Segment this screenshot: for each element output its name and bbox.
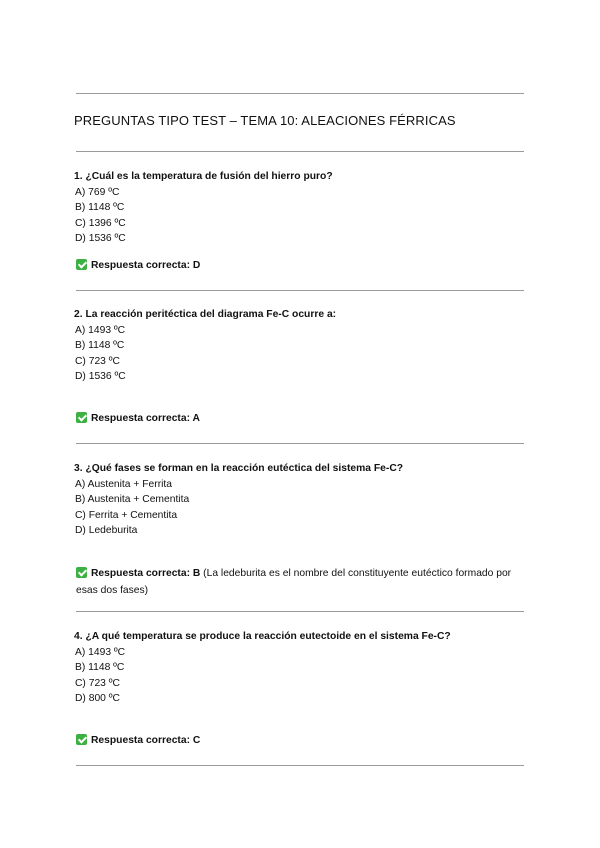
option-d: D) 1536 ºC [75, 371, 126, 382]
check-mark-icon [76, 734, 87, 745]
question-2 [74, 307, 526, 426]
option-b: B) Austenita + Cementita [75, 494, 190, 505]
check-mark-icon [76, 412, 87, 423]
question-1 [74, 169, 526, 273]
question-text: 3. ¿Qué fases se forman en la reacción eutéctica del sistema Fe-C? [74, 463, 404, 474]
option-b: B) 1148 ºC [75, 202, 125, 213]
answer-label: Respuesta correcta: D [91, 259, 201, 271]
option-a: A) 1493 ºC [75, 646, 126, 658]
option-c: C) 723 ºC [75, 677, 120, 689]
option-a: A) Austenita + Ferrita [75, 478, 173, 490]
question-3 [74, 461, 526, 599]
page-title: PREGUNTAS TIPO TEST – TEMA 10: ALEACIONES FÉRRICAS [74, 113, 456, 128]
divider [76, 151, 524, 152]
divider [76, 611, 524, 612]
option-c: C) Ferrita + Cementita [75, 509, 178, 521]
answer-label: Respuesta correcta: A [91, 412, 200, 424]
option-d: D) Ledeburita [75, 525, 138, 536]
question-text: 2. La reacción peritéctica del diagrama Fe-C ocurre a: [74, 309, 337, 320]
divider [76, 443, 524, 444]
correct-answer [74, 565, 526, 599]
question-4 [74, 629, 526, 748]
option-b: B) 1148 ºC [75, 340, 125, 351]
answer-label: Respuesta correcta: B [91, 567, 201, 579]
option-d: D) 1536 ºC [75, 233, 126, 244]
answer-label: Respuesta correcta: C [91, 734, 201, 746]
divider [76, 290, 524, 291]
correct-answer [74, 258, 526, 274]
correct-answer [74, 733, 526, 749]
option-d: D) 800 ºC [75, 693, 120, 704]
option-b: B) 1148 ºC [75, 662, 125, 673]
question-text: 1. ¿Cuál es la temperatura de fusión del hierro puro? [74, 171, 333, 182]
divider [76, 765, 524, 766]
answer-note: (La ledeburita es el nombre del constituyente eutéctico formado por esas dos fases) [76, 567, 512, 596]
divider [76, 93, 524, 94]
correct-answer [74, 411, 526, 427]
option-c: C) 723 ºC [75, 355, 120, 367]
option-c: C) 1396 ºC [75, 217, 126, 229]
option-a: A) 1493 ºC [75, 324, 126, 336]
question-text: 4. ¿A qué temperatura se produce la reacción eutectoide en el sistema Fe-C? [74, 631, 451, 642]
check-mark-icon [76, 567, 87, 578]
option-a: A) 769 ºC [75, 186, 120, 198]
check-mark-icon [76, 259, 87, 270]
